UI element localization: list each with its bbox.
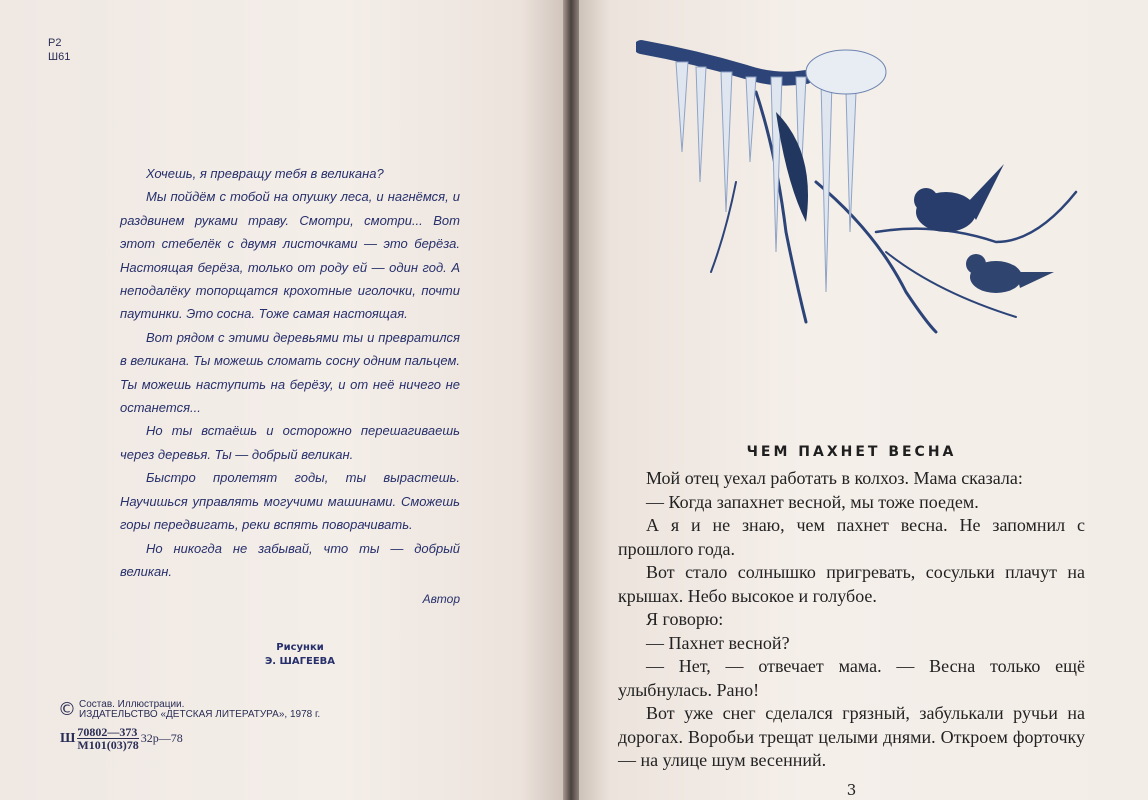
paragraph: Вот стало солнышко пригревать, сосульки плачут на крышах. Небо высокое и голубое. [618, 562, 1085, 606]
imprint-line: Состав. Иллюстрации. [79, 699, 185, 710]
copyright-icon: © [58, 699, 76, 720]
paragraph: Мой отец уехал работать в колхоз. Мама сказала: [646, 468, 1023, 488]
bbk-denominator: М101(03)78 [77, 738, 139, 752]
snow-clump [806, 50, 886, 94]
credits [230, 641, 370, 669]
paragraph: Мы пойдём с тобой на опушку леса, и нагнёмся, и раздвинем руками траву. Смотри, смотри... Вот этот стебелёк с двумя листочками — это берёза. Настоящая берёза, только от роду ей — один год. А неподалёку топорщатся крохотные иголочки, почти паутинки. Это сосна. Тоже самая настоящая. [120, 189, 460, 322]
author-signature: Автор [422, 592, 460, 607]
imprint-line: ИЗДАТЕЛЬСТВО «ДЕТСКАЯ ЛИТЕРАТУРА», 1978 г. [79, 709, 321, 720]
paragraph: Но никогда не забывай, что ты — добрый великан. [120, 540, 460, 579]
paragraph: — Нет, — отвечает мама. — Весна только ещё улыбнулась. Рано! [618, 656, 1085, 700]
paragraph: — Пахнет весной? [646, 632, 790, 653]
paragraph: Но ты встаёшь и осторожно перешагиваешь через деревья. Ты — добрый великан. [120, 423, 460, 462]
credits-label: Рисунки [276, 642, 324, 654]
paragraph: А я и не знаю, чем пахнет весна. Не запомнил с прошлого года. [618, 515, 1085, 559]
preface-column [120, 162, 460, 669]
story-text [618, 467, 1085, 773]
paragraph: Вот рядом с этими деревьями ты и превратился в великана. Ты можешь сломать сосну одним пальцем. Ты можешь наступить на берёзу, и от неё ничего не останется... [120, 329, 460, 416]
preface-text [120, 162, 460, 583]
story-column [618, 441, 1085, 799]
bbk-numerator: 70802—373 [77, 725, 138, 739]
imprint-block [58, 700, 320, 720]
branch [711, 182, 736, 272]
imprint [79, 700, 320, 720]
page-number: 3 [846, 780, 857, 799]
winter-birds-illustration [636, 32, 1096, 337]
bird [966, 254, 1054, 293]
illustrator-name: Э. ШАГЕЕВА [264, 656, 336, 668]
bbk-letter: Ш [60, 730, 76, 746]
paragraph: Хочешь, я превращу тебя в великана? [146, 166, 384, 181]
paragraph: Вот уже снег сделался грязный, забулькали ручьи на дорогах. Воробьи трещат целыми днями. Откроем форточку — на улице шум весенний. [618, 703, 1085, 770]
paragraph: Я говорю: [646, 609, 724, 629]
classification-code: Ш61 [48, 51, 71, 63]
icicles [676, 62, 856, 292]
bird [914, 164, 1004, 232]
paragraph: — Когда запахнет весной, мы тоже поедем. [646, 491, 979, 512]
left-page [0, 0, 566, 800]
book-spine [563, 0, 579, 800]
bbk-code [60, 726, 183, 751]
story-title: ЧЕМ ПАХНЕТ ВЕСНА [746, 444, 957, 460]
classification-code: Р2 [48, 37, 62, 49]
bbk-suffix: 32р—78 [140, 731, 183, 745]
paragraph: Быстро пролетят годы, ты вырастешь. Научишься управлять могучими машинами. Сможешь горы передвигать, реки вспять поворачивать. [120, 470, 460, 533]
